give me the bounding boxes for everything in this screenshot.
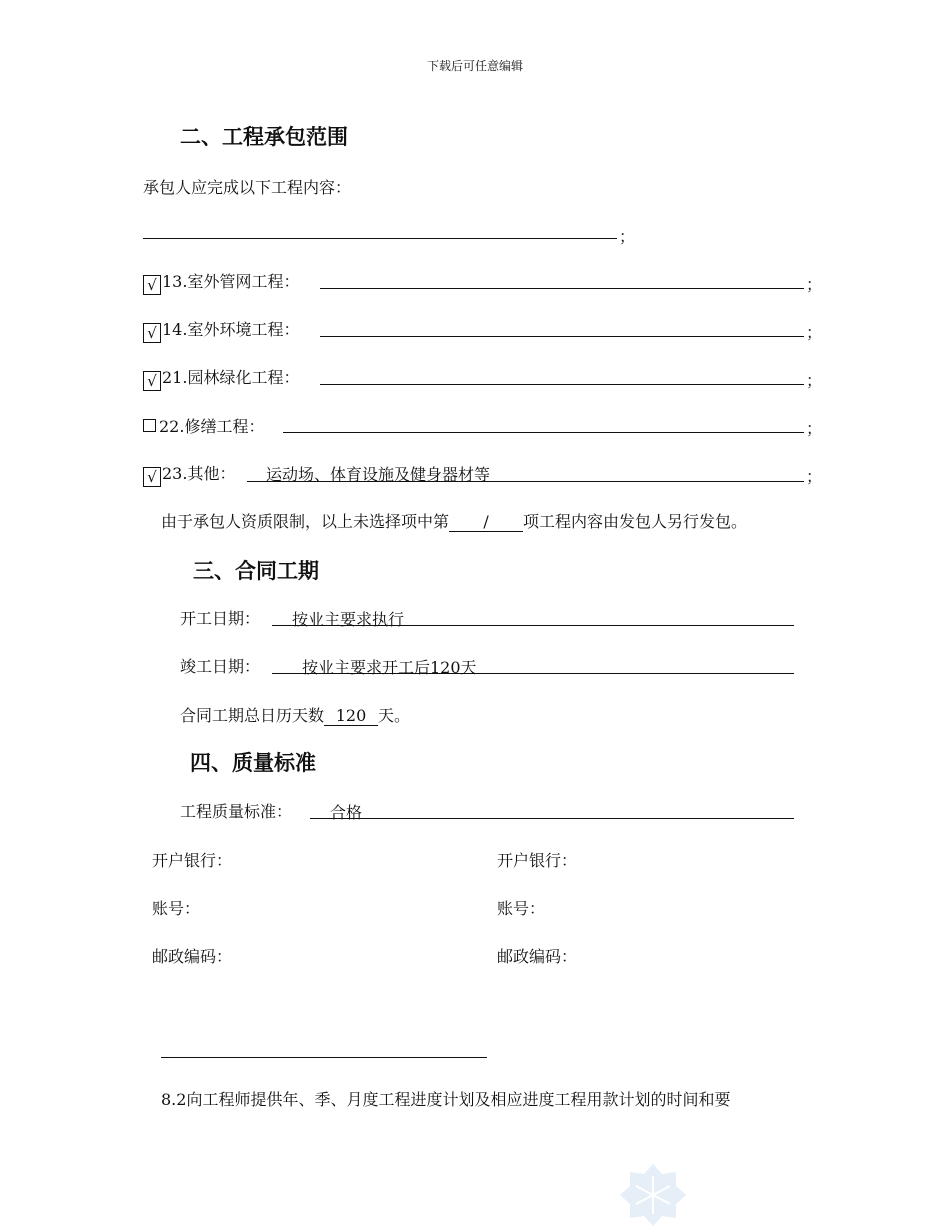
checkbox-checked-icon[interactable]: √ [143,275,161,295]
item-23 [143,461,235,487]
blank-line [143,238,617,239]
section-2-intro: 承包人应完成以下工程内容： [143,178,352,197]
end-date-label: 竣工日期： [180,657,261,676]
footer-text: 8.2向工程师提供年、季、月度工程进度计划及相应进度工程用款计划的时间和要 [161,1090,731,1109]
item-label: 21.园林绿化工程： [162,368,300,387]
item-21 [143,365,299,391]
unselected-note [161,509,747,532]
item-14-end: ； [806,323,823,342]
note-suffix: 项工程内容由发包人另行发包。 [523,512,748,531]
bank-left-name: 开户银行： [152,851,233,870]
quality-value: 合格 [330,803,363,822]
item-label: 22.修缮工程： [159,417,265,436]
bank-left-postcode: 邮政编码： [152,947,233,966]
item-label: 14.室外环境工程： [162,320,300,339]
total-days [180,703,410,726]
note-value: / [449,512,523,532]
checkbox-checked-icon[interactable]: √ [143,323,161,343]
snowflake-watermark-icon [618,1162,688,1228]
item-14-line [320,336,804,337]
quality-label: 工程质量标准： [180,802,293,821]
total-days-prefix: 合同工期总日历天数 [180,706,325,725]
total-days-value: 120 [324,706,378,726]
item-23-value: 运动场、体育设施及健身器材等 [266,465,491,484]
section-3-title: 三、合同工期 [193,559,319,583]
item-13-end: ； [806,275,823,294]
start-date-label: 开工日期： [180,609,261,628]
item-13-line [320,288,804,289]
bank-left-account: 账号： [152,899,201,918]
section-2-title: 二、工程承包范围 [180,125,348,149]
item-label: 23.其他： [162,464,236,483]
note-prefix: 由于承包人资质限制，以上未选择项中第 [161,512,450,531]
checkbox-checked-icon[interactable]: √ [143,371,161,391]
page-header: 下载后可任意编辑 [426,59,523,73]
end-date-value: 按业主要求开工后120天 [302,658,477,677]
item-23-end: ； [806,467,823,486]
item-22-line [283,432,804,433]
bank-right-name: 开户银行： [497,851,578,870]
section-4-title: 四、质量标准 [190,751,316,775]
bank-right-account: 账号： [497,899,546,918]
item-22-end: ； [806,419,823,438]
quality-line [310,818,794,819]
footnote-separator [161,1057,487,1058]
item-14 [143,317,299,343]
blank-line-end: ； [619,227,636,246]
item-21-end: ； [806,371,823,390]
item-21-line [320,384,804,385]
item-13 [143,269,299,295]
start-date-value: 按业主要求执行 [292,610,405,629]
bank-right-postcode: 邮政编码： [497,947,578,966]
checkbox-checked-icon[interactable]: √ [143,467,161,487]
checkbox-empty-icon[interactable] [143,419,156,432]
item-label: 13.室外管网工程： [162,272,300,291]
item-22 [143,414,264,437]
total-days-suffix: 天。 [378,706,411,725]
